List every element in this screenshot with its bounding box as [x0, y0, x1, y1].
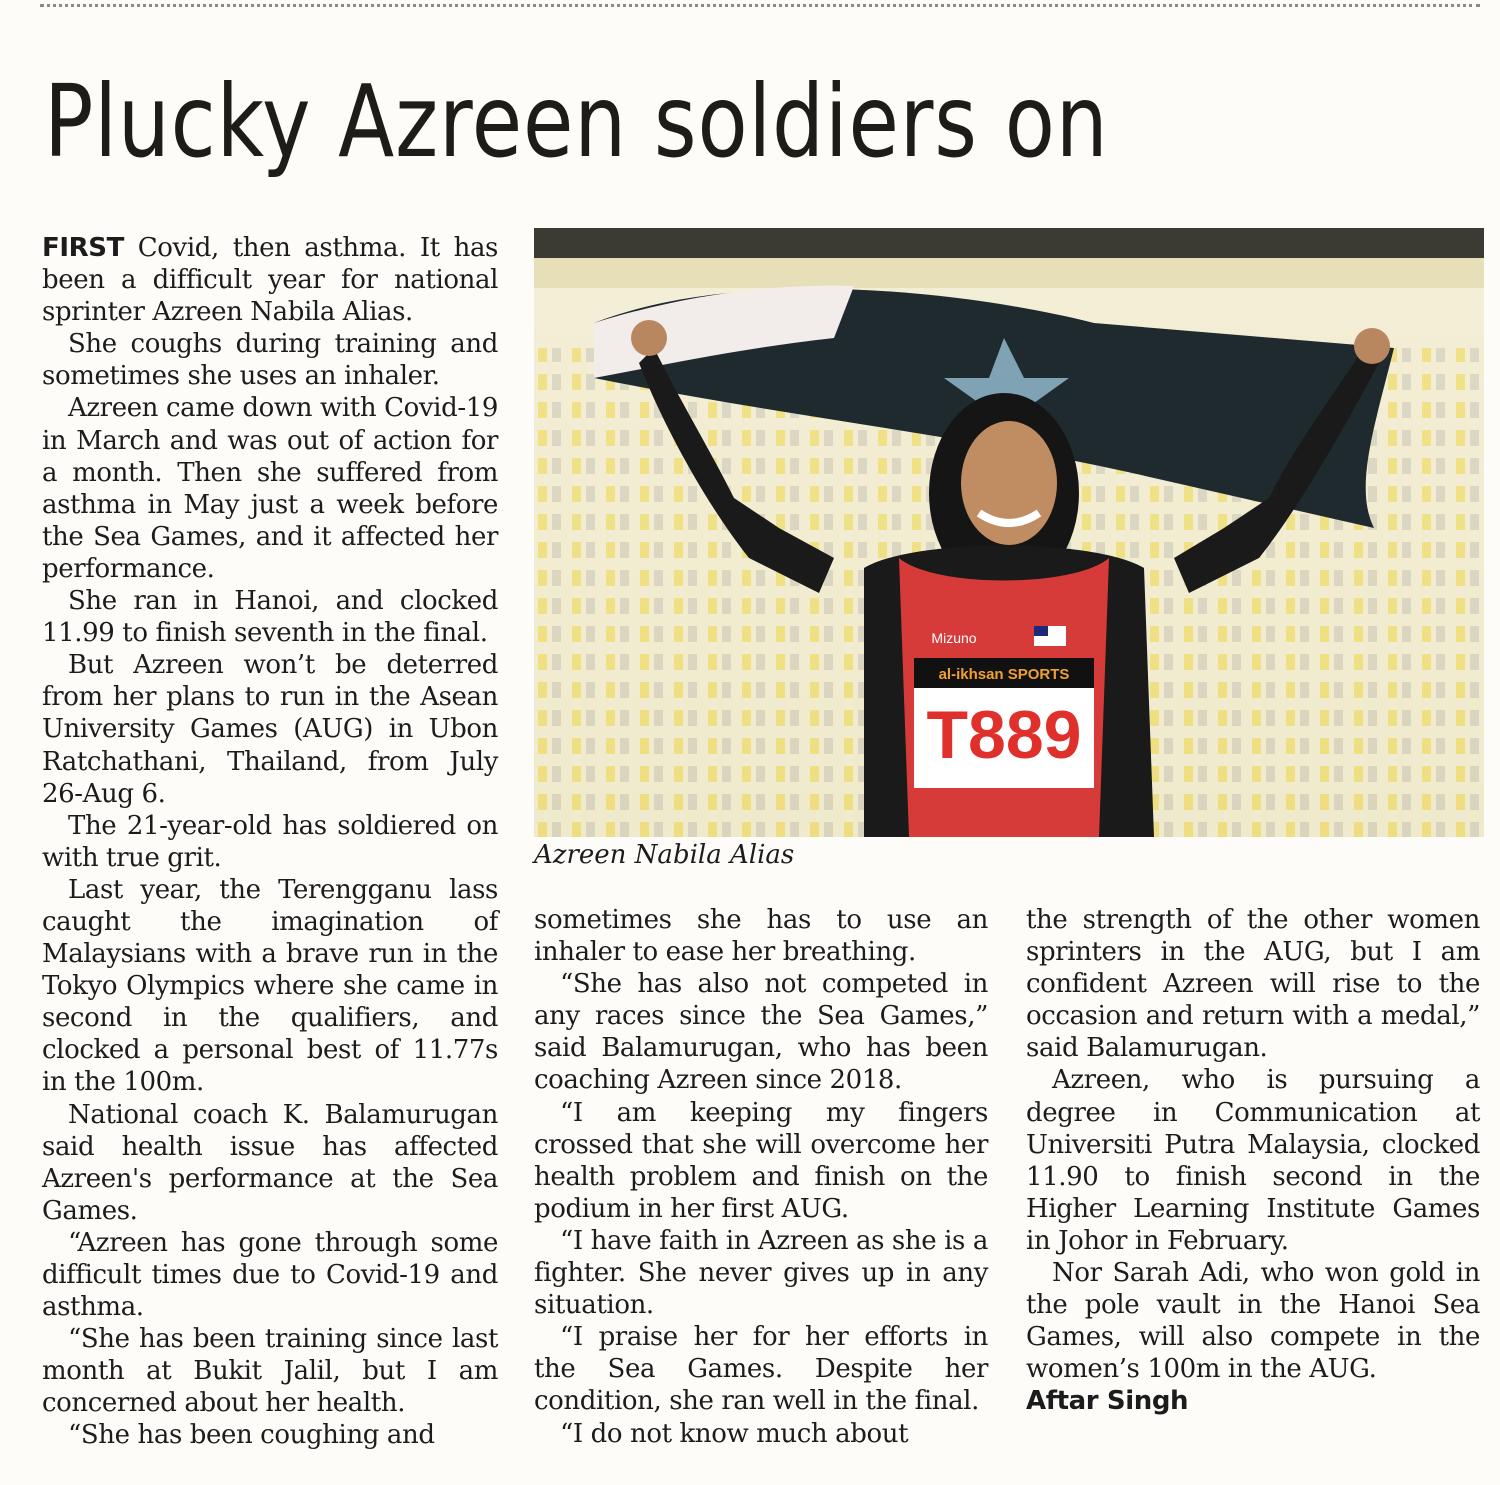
paragraph: She ran in Hanoi, and clocked 11.99 to finish seventh in the final.: [42, 586, 498, 649]
article-column-3: [1026, 904, 1480, 1418]
lead-word: FIRST: [42, 233, 124, 263]
athlete-photo: [534, 228, 1484, 837]
paragraph: The 21-year-old has soldiered on with true grit.: [42, 810, 498, 873]
headline: Plucky Azreen soldiers on: [44, 63, 1109, 180]
top-dotted-rule: [40, 4, 1480, 7]
paragraph: “I praise her for her efforts in the Sea Games. Despite her condition, she ran well in the final.: [534, 1322, 988, 1417]
article-column-1: [42, 232, 498, 1452]
paragraph: “Azreen has gone through some difficult times due to Covid-19 and asthma.: [42, 1227, 498, 1323]
paragraph: “I have faith in Azreen as she is a fighter. She never gives up in any situation.: [534, 1225, 988, 1321]
photo-caption: Azreen Nabila Alias: [534, 840, 795, 870]
paragraph: Last year, the Terengganu lass caught the imagination of Malaysians with a brave run in the Tokyo Olympics where she came in second in the qualifiers, and clocked a personal best of 11.77s in the 100m.: [42, 874, 498, 1098]
paragraph: Azreen came down with Covid-19 in March and was out of action for a month. Then she suffered from asthma in May just a week before the Sea Games, and it affected her performance.: [42, 393, 498, 584]
paragraph: But Azreen won’t be deterred from her plans to run in the Asean University Games (AUG) in Ubon Ratchathani, Thailand, from July 26-Aug 6.: [42, 650, 498, 809]
athlete-photo-illustration: [534, 228, 1484, 837]
paragraph: Nor Sarah Adi, who won gold in the pole vault in the Hanoi Sea Games, will also compete in the women’s 100m in the AUG.: [1026, 1258, 1480, 1385]
paragraph: “She has also not competed in any races since the Sea Games,” said Balamurugan, who has been coaching Azreen since 2018.: [534, 969, 988, 1096]
paragraph: sometimes she has to use an inhaler to ease her breathing.: [534, 905, 988, 968]
bib-number: T889: [926, 697, 1082, 773]
paragraph: “She has been training since last month at Bukit Jalil, but I am concerned about her health.: [42, 1324, 498, 1419]
paragraph: “She has been coughing and: [68, 1420, 435, 1451]
bib-sponsor: al-ikhsan SPORTS: [938, 666, 1070, 683]
byline: Aftar Singh: [1026, 1386, 1189, 1417]
paragraph: “I am keeping my fingers crossed that she will overcome her health problem and finish on the podium in her first AUG.: [534, 1097, 988, 1224]
paragraph: the strength of the other women sprinters in the AUG, but I am confident Azreen will rise to the occasion and return with a medal,” said Balamurugan.: [1026, 905, 1480, 1064]
kit-brand: Mizuno: [931, 630, 977, 646]
paragraph: She coughs during training and sometimes she uses an inhaler.: [42, 329, 498, 392]
paragraph: Azreen, who is pursuing a degree in Communication at Universiti Putra Malaysia, clocked 11.90 to finish second in the Higher Learning Institute Games in Johor in February.: [1026, 1065, 1480, 1256]
paragraph: “I do not know much about: [560, 1418, 909, 1449]
article-column-2: [534, 904, 988, 1450]
paragraph: National coach K. Balamurugan said health issue has affected Azreen's performance at the Sea Games.: [42, 1099, 498, 1226]
paragraph: [42, 232, 498, 328]
paragraph-text: Covid, then asthma. It has been a difficult year for national sprinter Azreen Nabila Alias.: [42, 233, 498, 328]
